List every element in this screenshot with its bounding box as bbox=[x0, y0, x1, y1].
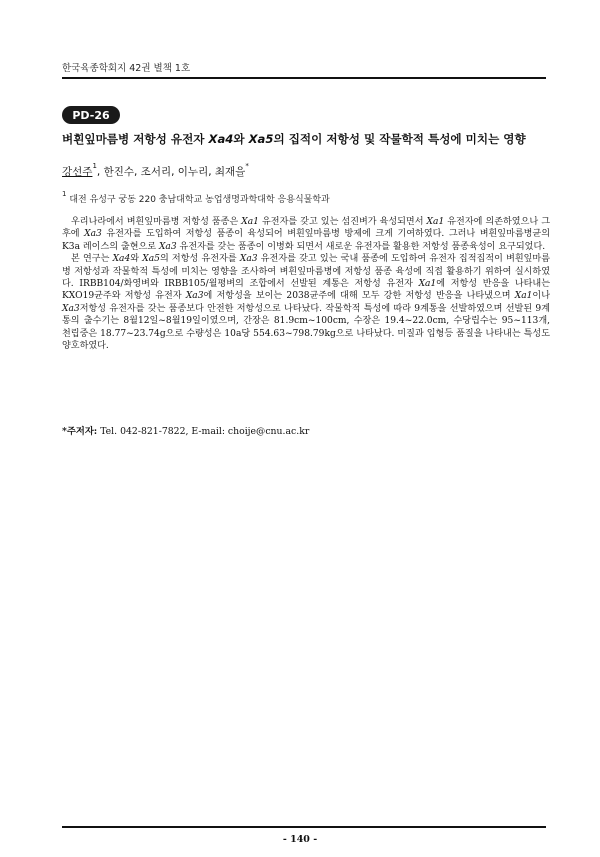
title-text: 의 집적이 저항성 및 작물학적 특성에 미치는 영향 bbox=[273, 132, 526, 146]
abstract-text: 유전자를 갖고 있는 국내 품종에 도입하여 유전자 집적집적이 벼흰잎마름병 저항성과 작물학적 특성에 미치는 영향을 조사하여 벼흰잎마름병에 저항성 품종 육성에 직접 활용하기 위하여 실시하였다. IRBB104/화영벼와 IRBB105/월평벼의 조합에서 선발된 계통은 저항성 유전자 bbox=[62, 254, 550, 290]
gene-name: Xa1 bbox=[426, 217, 445, 227]
gene-name: Xa1 bbox=[241, 217, 259, 227]
affiliation bbox=[62, 192, 330, 205]
journal-header: 한국육종학회지 42권 별책 1호 bbox=[62, 63, 191, 74]
abstract-text: 와 bbox=[130, 254, 143, 265]
gene-name: Xa4 bbox=[112, 254, 131, 265]
abstract-text: 유전자를 도입하여 저항성 품종이 육성되어 벼흰잎마름병 방제에 크게 기여하였다. 그러나 벼흰잎마름병균의 K3a 레이스의 출현으로 bbox=[62, 229, 550, 252]
title-gene-xa4: Xa4 bbox=[208, 132, 234, 146]
title-text: 와 bbox=[233, 132, 249, 146]
header-divider bbox=[62, 77, 546, 79]
gene-name: Xa5 bbox=[142, 254, 160, 265]
abstract bbox=[62, 216, 550, 352]
contact-label: *주저자: bbox=[62, 426, 98, 437]
presenting-author: 강선주 bbox=[62, 166, 93, 178]
corresponding-author-mark: * bbox=[245, 162, 249, 170]
page-number: - 140 - bbox=[282, 834, 318, 845]
affiliation-marker: 1 bbox=[62, 190, 67, 198]
poster-id-badge: PD-26 bbox=[62, 106, 120, 124]
abstract-paragraph-1 bbox=[62, 216, 550, 253]
gene-name: Xa3 bbox=[158, 241, 177, 252]
gene-name: Xa3 bbox=[239, 254, 258, 265]
abstract-paragraph-2 bbox=[62, 253, 550, 352]
gene-name: Xa1 bbox=[514, 291, 533, 302]
gene-name: Xa3 bbox=[84, 229, 102, 240]
abstract-text: 저항성 유전자를 갖는 품종보다 안전한 저항성으로 나타났다. 작물학적 특성에 따라 9계통을 선발하였으며 선발된 9계통의 출수기는 8월12일~8월19일이였으며, 간장은 81.9cm~100cm, 수장은 19.4~22.0cm, 수당립수는 95~113개, 천립중은 18.77~23.74g으로 수량성은 10a당 554.63~798.79kg으로 나타났다. 미질과 입형등 품질을 나타내는 특성도 양호하였다. bbox=[62, 303, 550, 352]
abstract-text: 유전자에 의존하였으나 그 후에 bbox=[62, 217, 550, 240]
paper-title bbox=[62, 131, 552, 147]
abstract-text: 이나 bbox=[532, 291, 550, 302]
affiliation-text: 대전 유성구 궁동 220 충남대학교 농업생명과학대학 응용식물학과 bbox=[66, 195, 330, 205]
abstract-text: 에 저항성 반응을 나타내는 KXO19균주와 저항성 유전자 bbox=[62, 279, 550, 302]
abstract-text: 유전자를 갖고 있는 섬진벼가 육성되면서 bbox=[258, 217, 427, 227]
abstract-text: 우리나라에서 벼흰잎마름병 저항성 품종은 bbox=[71, 217, 242, 227]
co-authors: , 한진수, 조서리, 이누리, 최재을 bbox=[96, 166, 246, 178]
abstract-text: 유전자를 갖는 품종이 이병화 되면서 새로운 유전자를 활용한 저항성 품종육성이 요구되었다. bbox=[176, 241, 546, 252]
abstract-text: 본 연구는 bbox=[71, 254, 113, 265]
title-text: 벼흰잎마름병 저항성 유전자 bbox=[62, 132, 209, 146]
title-gene-xa5: Xa5 bbox=[248, 132, 274, 146]
corresponding-author-contact bbox=[62, 423, 309, 437]
gene-name: Xa3 bbox=[185, 291, 204, 302]
gene-name: Xa3 bbox=[62, 303, 80, 314]
author-list bbox=[62, 164, 249, 179]
footer-divider bbox=[62, 826, 546, 828]
contact-details: Tel. 042-821-7822, E-mail: choije@cnu.ac.kr bbox=[97, 426, 310, 437]
abstract-text: 의 저항성 유전자를 bbox=[159, 254, 240, 265]
affiliation-superscript: 1 bbox=[92, 162, 97, 170]
gene-name: Xa1 bbox=[418, 279, 437, 290]
abstract-text: 에 저항성을 보이는 2038균주에 대해 모두 강한 저항성 반응을 나타냈으며 bbox=[203, 291, 515, 302]
